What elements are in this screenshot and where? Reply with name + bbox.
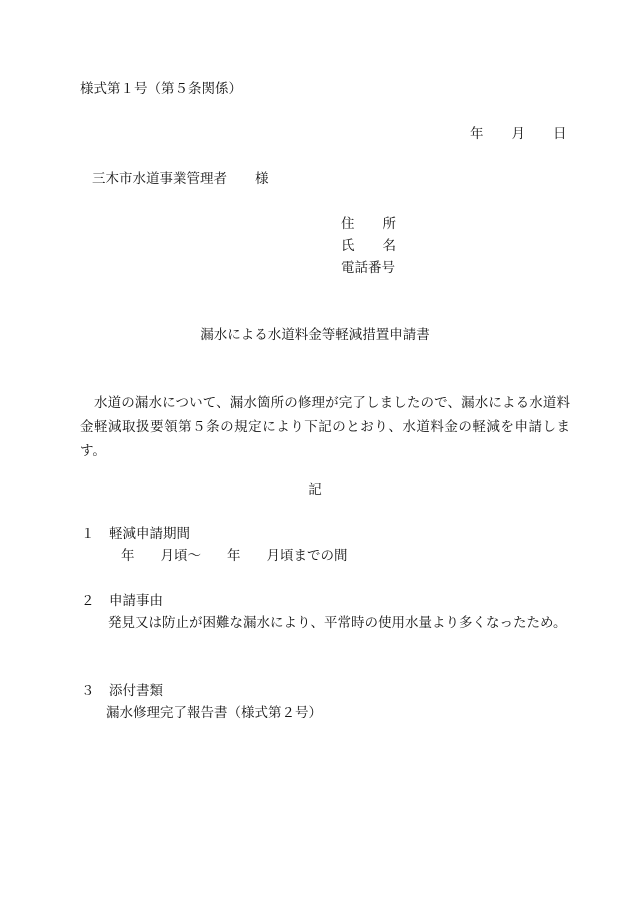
date-day: 日 — [553, 126, 567, 142]
item-3-title: 添付書類 — [109, 683, 163, 699]
item-2-title: 申請事由 — [109, 593, 163, 609]
applicant-phone-label: 電話番号 — [341, 260, 395, 276]
addressee-name: 三木市水道事業管理者 — [92, 171, 227, 187]
date-year: 年 — [470, 126, 484, 142]
item-3-heading — [81, 685, 163, 699]
document-title: 漏水による水道料金等軽減措置申請書 — [200, 327, 430, 343]
item-1-heading — [81, 528, 190, 542]
date-month: 月 — [511, 126, 525, 142]
item-2-number: ２ — [81, 593, 95, 609]
item-3-number: ３ — [81, 683, 95, 699]
item-1-number: １ — [81, 526, 95, 542]
applicant-name-label: 氏 名 — [341, 238, 396, 254]
form-number: 様式第１号（第５条関係） — [80, 81, 242, 97]
date-line — [470, 128, 567, 142]
body-paragraph: 水道の漏水について、漏水箇所の修理が完了しましたので、漏水による水道料金軽減取扱要領第５条の規定により下記のとおり、水道料金の軽減を申請します。 — [80, 395, 570, 459]
item-1-title: 軽減申請期間 — [109, 526, 190, 542]
ki-marker: 記 — [308, 482, 322, 498]
addressee — [92, 173, 269, 187]
item-1-period: 年 月頃～ 年 月頃までの間 — [121, 548, 348, 564]
item-2-heading — [81, 595, 163, 609]
item-2-reason: 発見又は防止が困難な漏水により、平常時の使用水量より多くなったため。 — [108, 615, 567, 631]
applicant-address-label: 住 所 — [341, 216, 396, 232]
addressee-honorific: 様 — [255, 171, 269, 187]
item-3-attachment: 漏水修理完了報告書（様式第２号） — [106, 705, 322, 721]
